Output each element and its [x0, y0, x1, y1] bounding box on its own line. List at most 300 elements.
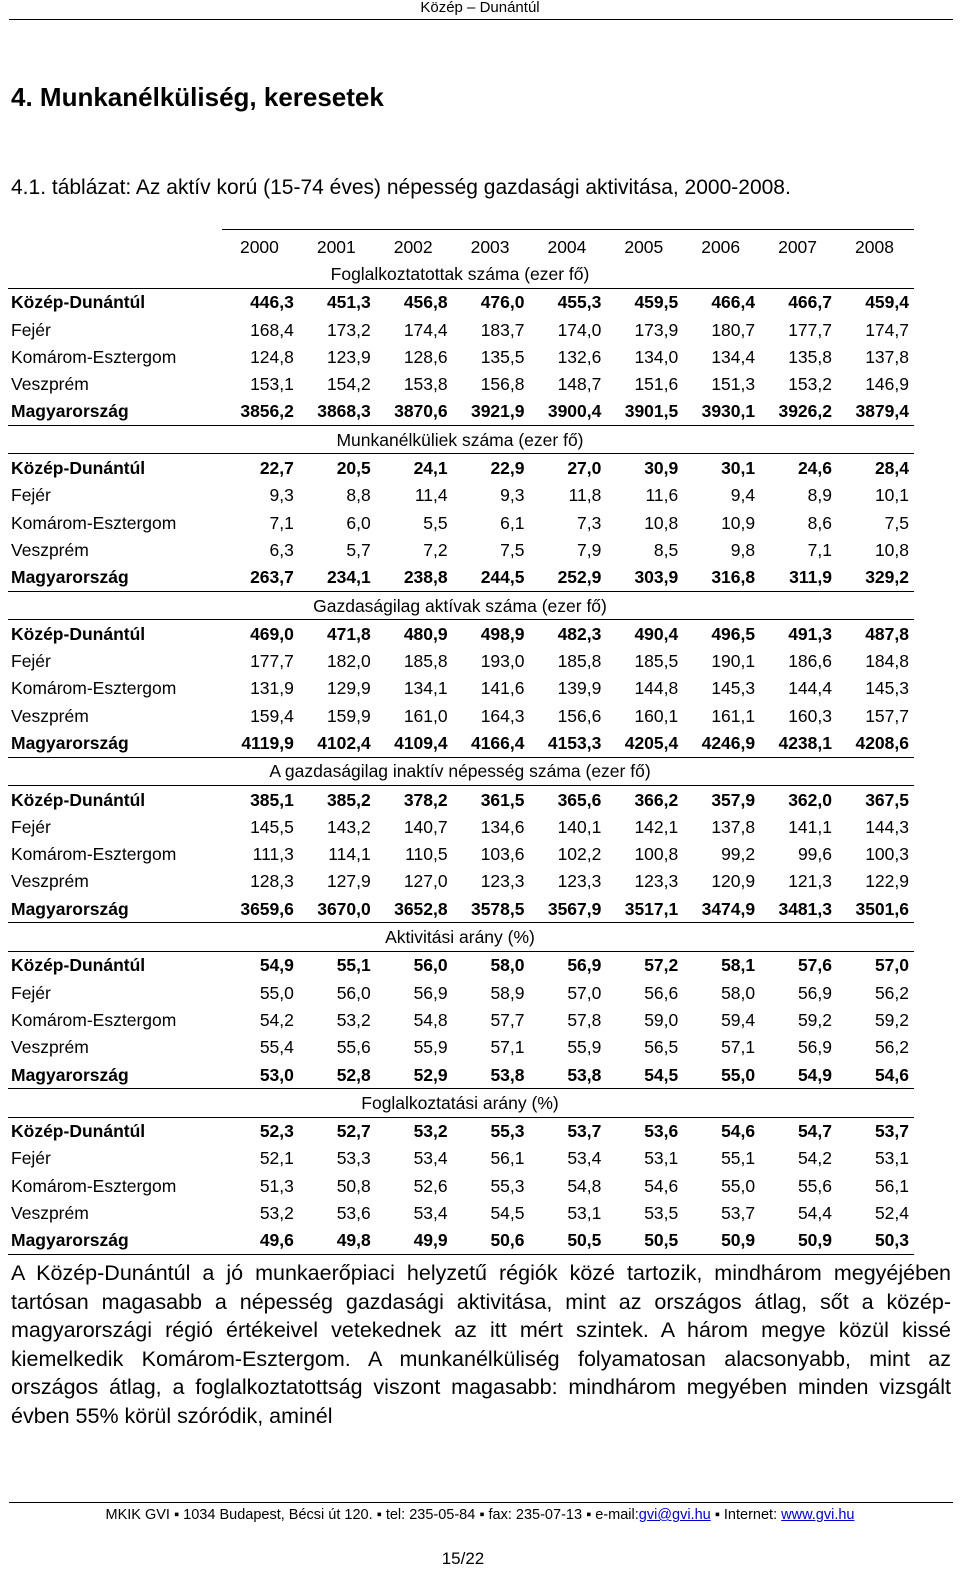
footer-email-link[interactable]: gvi@gvi.hu	[638, 1507, 711, 1523]
table-row	[8, 370, 914, 397]
table-cell: 134,0	[634, 346, 679, 367]
table-cell: 263,7	[222, 564, 299, 592]
row-label: Komárom-Esztergom	[11, 1175, 177, 1196]
table-cell: 3870,6	[376, 398, 453, 426]
table-cell: 142,1	[634, 816, 679, 837]
section-header-row	[8, 260, 914, 288]
table-cell: 57,6	[797, 955, 832, 976]
row-label: Magyarország	[8, 1061, 222, 1089]
row-label: Közép-Dunántúl	[11, 789, 146, 810]
section-title: Munkanélküliek száma (ezer fő)	[8, 426, 914, 454]
table-cell: 186,6	[788, 651, 832, 672]
table-cell: 365,6	[557, 789, 602, 810]
table-cell: 8,9	[807, 485, 832, 506]
table-cell: 8,6	[807, 512, 832, 533]
table-row	[8, 895, 914, 923]
table-cell: 4119,9	[222, 729, 299, 757]
table-cell: 102,2	[557, 844, 602, 865]
footer-internet-label: Internet:	[723, 1507, 778, 1523]
section-title: A gazdaságilag inaktív népesség száma (ezer fő)	[8, 757, 914, 785]
table-cell: 6,0	[346, 512, 371, 533]
footer-address: 1034 Budapest, Bécsi út 120.	[183, 1507, 373, 1523]
table-cell: 59,0	[644, 1009, 679, 1030]
table-cell: 52,8	[299, 1061, 376, 1089]
table-cell: 153,8	[403, 374, 448, 395]
table-cell: 9,4	[730, 485, 756, 506]
table-cell: 10,8	[644, 512, 679, 533]
table-cell: 54,6	[721, 1121, 756, 1142]
table-cell: 151,3	[711, 374, 756, 395]
footer-fax: fax: 235-07-13	[488, 1507, 583, 1523]
table-cell: 30,9	[644, 458, 679, 479]
row-label: Közép-Dunántúl	[11, 292, 146, 313]
table-cell: 4166,4	[453, 729, 530, 757]
table-cell: 55,6	[336, 1037, 371, 1058]
table-cell: 154,2	[326, 374, 371, 395]
table-cell: 174,4	[403, 319, 448, 340]
table-cell: 451,3	[326, 292, 371, 313]
table-cell: 145,5	[250, 816, 294, 837]
table-cell: 6,3	[269, 539, 294, 560]
table-cell: 52,1	[259, 1148, 294, 1169]
table-cell: 57,7	[490, 1009, 525, 1030]
activity-table-body	[8, 230, 914, 1255]
table-cell: 316,8	[683, 564, 760, 592]
table-cell: 7,5	[884, 512, 909, 533]
table-cell: 185,5	[634, 651, 679, 672]
table-cell: 59,2	[874, 1009, 909, 1030]
table-cell: 5,7	[346, 539, 371, 560]
table-cell: 22,9	[490, 458, 525, 479]
table-cell: 476,0	[480, 292, 525, 313]
table-cell: 128,3	[250, 871, 294, 892]
table-cell: 59,2	[797, 1009, 832, 1030]
table-cell: 471,8	[326, 623, 371, 644]
table-cell: 56,0	[336, 982, 371, 1003]
table-row	[8, 1227, 914, 1255]
table-cell: 54,7	[797, 1121, 832, 1142]
table-cell: 55,6	[797, 1175, 832, 1196]
table-row	[8, 841, 914, 868]
section-header-row	[8, 757, 914, 785]
table-cell: 4205,4	[606, 729, 683, 757]
table-cell: 173,9	[634, 319, 679, 340]
table-cell: 55,9	[413, 1037, 448, 1058]
table-cell: 8,5	[653, 539, 679, 560]
table-cell: 466,4	[711, 292, 756, 313]
table-cell: 50,3	[837, 1227, 914, 1255]
table-cell: 50,6	[453, 1227, 530, 1255]
table-cell: 5,5	[423, 512, 448, 533]
table-row	[8, 1034, 914, 1061]
table-cell: 157,7	[865, 705, 909, 726]
table-cell: 8,8	[346, 485, 371, 506]
year-header-cell: 2008	[837, 230, 914, 261]
table-cell: 57,1	[490, 1037, 525, 1058]
table-cell: 3901,5	[606, 398, 683, 426]
table-cell: 3474,9	[683, 895, 760, 923]
table-cell: 53,1	[567, 1203, 602, 1224]
table-cell: 140,1	[557, 816, 602, 837]
table-cell: 53,7	[874, 1121, 909, 1142]
table-cell: 54,2	[259, 1009, 294, 1030]
table-cell: 11,8	[568, 485, 602, 506]
table-cell: 498,9	[480, 623, 525, 644]
table-cell: 51,3	[259, 1175, 294, 1196]
row-label: Magyarország	[8, 729, 222, 757]
section-title: Aktivitási arány (%)	[8, 923, 914, 951]
table-row	[8, 509, 914, 536]
table-cell: 456,8	[403, 292, 448, 313]
row-label: Veszprém	[11, 1203, 89, 1224]
table-cell: 56,9	[413, 982, 448, 1003]
table-cell: 123,9	[326, 346, 371, 367]
table-cell: 54,8	[413, 1009, 448, 1030]
table-cell: 55,9	[567, 1037, 602, 1058]
table-cell: 27,0	[567, 458, 602, 479]
table-cell: 54,9	[760, 1061, 837, 1089]
year-header-cell: 2003	[453, 230, 530, 261]
table-cell: 244,5	[453, 564, 530, 592]
table-cell: 100,8	[634, 844, 679, 865]
table-cell: 56,1	[874, 1175, 909, 1196]
table-cell: 58,0	[490, 955, 525, 976]
table-cell: 123,3	[557, 871, 602, 892]
table-cell: 103,6	[480, 844, 525, 865]
table-cell: 111,3	[252, 844, 294, 865]
table-cell: 53,2	[336, 1009, 371, 1030]
table-cell: 53,8	[530, 1061, 607, 1089]
table-cell: 3868,3	[299, 398, 376, 426]
table-cell: 114,1	[328, 844, 371, 865]
table-cell: 3926,2	[760, 398, 837, 426]
row-label: Közép-Dunántúl	[11, 955, 146, 976]
table-cell: 160,1	[634, 705, 679, 726]
table-cell: 7,3	[577, 512, 602, 533]
table-row	[8, 1172, 914, 1199]
table-cell: 4246,9	[683, 729, 760, 757]
table-cell: 50,8	[336, 1175, 371, 1196]
table-cell: 50,9	[760, 1227, 837, 1255]
table-cell: 161,0	[403, 705, 448, 726]
table-cell: 52,4	[874, 1203, 909, 1224]
table-cell: 311,9	[760, 564, 837, 592]
table-cell: 378,2	[403, 789, 448, 810]
table-cell: 11,6	[645, 485, 679, 506]
table-cell: 57,1	[721, 1037, 756, 1058]
table-cell: 466,7	[788, 292, 832, 313]
body-paragraph: A Közép-Dunántúl a jó munkaerőpiaci helyzetű régiók közé tartozik, mindhárom megyéjében tartósan magasabb a népesség gazdasági aktivitása, mint az országos átlag, sőt a közép-magyarországi régió értékeivel vetekednek az itt mért szintek. A három megye közül kissé kiemelkedik Komárom-Esztergom. A munkanélküliség folyamatosan alacsonyabb, mint az országos átlag, a foglalkoztatottság viszont magasabb: mindhárom megyében minden vizsgált évben 55% körül szóródik, aminél	[11, 1261, 951, 1428]
row-label: Veszprém	[11, 705, 89, 726]
table-cell: 185,8	[557, 651, 602, 672]
table-cell: 159,9	[326, 705, 371, 726]
table-cell: 144,4	[788, 678, 832, 699]
row-label: Közép-Dunántúl	[11, 458, 146, 479]
footer-separator: ▪	[479, 1507, 485, 1523]
table-row	[8, 702, 914, 729]
table-cell: 20,5	[336, 458, 371, 479]
table-cell: 54,4	[797, 1203, 832, 1224]
table-cell: 7,5	[500, 539, 525, 560]
table-cell: 153,2	[788, 374, 832, 395]
table-cell: 54,9	[259, 955, 294, 976]
table-cell: 122,9	[865, 871, 909, 892]
table-cell: 7,9	[577, 539, 602, 560]
table-cell: 99,6	[797, 844, 832, 865]
table-cell: 53,3	[336, 1148, 371, 1169]
section-header-row	[8, 923, 914, 951]
table-cell: 145,3	[865, 678, 909, 699]
row-label: Fejér	[11, 651, 51, 672]
running-header: Közép – Dunántúl	[420, 0, 540, 16]
table-cell: 55,4	[259, 1037, 294, 1058]
table-row	[8, 647, 914, 674]
table-cell: 127,9	[326, 871, 371, 892]
row-label: Komárom-Esztergom	[11, 346, 177, 367]
table-cell: 53,6	[644, 1121, 679, 1142]
table-cell: 161,1	[711, 705, 756, 726]
table-cell: 385,1	[250, 789, 294, 810]
table-cell: 24,1	[413, 458, 448, 479]
table-cell: 459,5	[634, 292, 679, 313]
table-cell: 9,3	[269, 485, 294, 506]
table-cell: 49,6	[222, 1227, 299, 1255]
table-cell: 54,5	[490, 1203, 525, 1224]
table-cell: 127,0	[403, 871, 448, 892]
table-cell: 58,0	[721, 982, 756, 1003]
table-cell: 56,9	[797, 982, 832, 1003]
table-cell: 57,0	[567, 982, 602, 1003]
table-cell: 53,4	[413, 1203, 448, 1224]
table-cell: 132,6	[557, 346, 602, 367]
table-cell: 55,3	[490, 1121, 525, 1142]
section-header-row	[8, 426, 914, 454]
year-header-cell: 2006	[683, 230, 760, 261]
table-cell: 3900,4	[530, 398, 607, 426]
table-row	[8, 1061, 914, 1089]
table-cell: 52,9	[376, 1061, 453, 1089]
table-cell: 55,1	[336, 955, 371, 976]
table-cell: 141,6	[480, 678, 525, 699]
table-cell: 121,3	[788, 871, 832, 892]
table-cell: 24,6	[797, 458, 832, 479]
table-cell: 120,9	[711, 871, 756, 892]
table-cell: 480,9	[403, 623, 448, 644]
year-header-cell: 2001	[299, 230, 376, 261]
table-cell: 56,6	[644, 982, 679, 1003]
table-cell: 3930,1	[683, 398, 760, 426]
table-cell: 53,2	[259, 1203, 294, 1224]
footer-tel: tel: 235-05-84	[385, 1507, 476, 1523]
table-cell: 9,8	[730, 539, 756, 560]
table-cell: 234,1	[299, 564, 376, 592]
table-cell: 7,1	[807, 539, 832, 560]
table-cell: 156,6	[557, 705, 602, 726]
row-label: Magyarország	[8, 1227, 222, 1255]
table-cell: 238,8	[376, 564, 453, 592]
table-cell: 55,0	[259, 982, 294, 1003]
table-cell: 148,7	[557, 374, 602, 395]
table-cell: 491,3	[788, 623, 832, 644]
table-cell: 28,4	[874, 458, 909, 479]
table-cell: 3517,1	[606, 895, 683, 923]
table-cell: 57,0	[874, 955, 909, 976]
table-cell: 50,5	[530, 1227, 607, 1255]
table-cell: 3567,9	[530, 895, 607, 923]
section-title: Gazdaságilag aktívak száma (ezer fő)	[8, 591, 914, 619]
table-cell: 134,1	[403, 678, 448, 699]
row-label: Veszprém	[11, 374, 89, 395]
footer-divider	[9, 1502, 953, 1503]
table-cell: 53,8	[453, 1061, 530, 1089]
table-cell: 137,8	[711, 816, 756, 837]
table-cell: 156,8	[480, 374, 525, 395]
table-cell: 173,2	[326, 319, 371, 340]
table-cell: 6,1	[500, 512, 525, 533]
row-label: Veszprém	[11, 539, 89, 560]
table-cell: 131,9	[250, 678, 294, 699]
table-cell: 168,4	[250, 319, 294, 340]
row-label: Közép-Dunántúl	[11, 623, 146, 644]
table-cell: 144,8	[634, 678, 679, 699]
table-cell: 49,8	[299, 1227, 376, 1255]
table-cell: 53,1	[874, 1148, 909, 1169]
row-label: Veszprém	[11, 1037, 89, 1058]
row-label: Fejér	[11, 485, 51, 506]
table-cell: 54,2	[797, 1148, 832, 1169]
table-row	[8, 1199, 914, 1226]
row-label: Komárom-Esztergom	[11, 512, 177, 533]
table-cell: 3501,6	[837, 895, 914, 923]
footer-separator: ▪	[376, 1507, 382, 1523]
section-title: Foglalkoztatási arány (%)	[8, 1089, 914, 1117]
table-cell: 3670,0	[299, 895, 376, 923]
table-cell: 123,3	[634, 871, 679, 892]
table-cell: 59,4	[721, 1009, 756, 1030]
table-cell: 56,9	[567, 955, 602, 976]
table-cell: 128,6	[403, 346, 448, 367]
table-cell: 9,3	[500, 485, 525, 506]
table-cell: 182,0	[326, 651, 371, 672]
table-cell: 4208,6	[837, 729, 914, 757]
table-row	[8, 785, 914, 813]
table-cell: 469,0	[250, 623, 294, 644]
table-cell: 3879,4	[837, 398, 914, 426]
table-row	[8, 813, 914, 840]
table-cell: 3659,6	[222, 895, 299, 923]
table-row	[8, 675, 914, 702]
table-cell: 134,4	[711, 346, 756, 367]
table-cell: 57,2	[644, 955, 679, 976]
table-cell: 180,7	[711, 319, 756, 340]
table-cell: 4153,3	[530, 729, 607, 757]
table-cell: 446,3	[250, 292, 294, 313]
table-cell: 137,8	[865, 346, 909, 367]
table-cell: 53,2	[413, 1121, 448, 1142]
table-cell: 49,9	[376, 1227, 453, 1255]
table-cell: 329,2	[837, 564, 914, 592]
table-cell: 482,3	[557, 623, 602, 644]
table-cell: 357,9	[711, 789, 756, 810]
table-cell: 50,5	[606, 1227, 683, 1255]
chapter-title: 4. Munkanélküliség, keresetek	[11, 82, 384, 112]
row-label: Komárom-Esztergom	[11, 844, 177, 865]
table-cell: 57,8	[567, 1009, 602, 1030]
table-row	[8, 536, 914, 563]
table-cell: 385,2	[326, 789, 371, 810]
table-cell: 30,1	[721, 458, 756, 479]
table-cell: 54,6	[644, 1175, 679, 1196]
year-header-blank	[8, 230, 222, 261]
table-cell: 50,9	[683, 1227, 760, 1255]
page-number: 15/22	[441, 1549, 485, 1568]
table-cell: 153,1	[250, 374, 294, 395]
table-cell: 123,3	[480, 871, 525, 892]
table-cell: 490,4	[634, 623, 679, 644]
table-cell: 56,5	[644, 1037, 679, 1058]
footer-separator: ▪	[714, 1507, 720, 1523]
row-label: Közép-Dunántúl	[11, 1121, 146, 1142]
footer-website-link[interactable]: www.gvi.hu	[781, 1507, 855, 1523]
table-cell: 11,4	[414, 485, 448, 506]
table-cell: 22,7	[259, 458, 294, 479]
table-cell: 53,4	[567, 1148, 602, 1169]
table-row	[8, 1117, 914, 1145]
footer-separator: ▪	[174, 1507, 180, 1523]
table-cell: 159,4	[250, 705, 294, 726]
section-header-row	[8, 1089, 914, 1117]
year-header-cell: 2007	[760, 230, 837, 261]
header-divider	[9, 19, 953, 20]
table-cell: 52,3	[259, 1121, 294, 1142]
table-cell: 151,6	[634, 374, 679, 395]
table-cell: 190,1	[711, 651, 756, 672]
table-cell: 361,5	[480, 789, 525, 810]
table-cell: 55,0	[721, 1175, 756, 1196]
table-cell: 134,6	[480, 816, 525, 837]
table-cell: 3578,5	[453, 895, 530, 923]
table-cell: 185,8	[403, 651, 448, 672]
table-cell: 56,2	[874, 982, 909, 1003]
table-cell: 54,8	[567, 1175, 602, 1196]
activity-table	[8, 229, 914, 1255]
row-label: Fejér	[11, 816, 51, 837]
table-row	[8, 979, 914, 1006]
table-cell: 3921,9	[453, 398, 530, 426]
table-cell: 303,9	[606, 564, 683, 592]
table-cell: 129,9	[326, 678, 371, 699]
table-row	[8, 729, 914, 757]
table-row	[8, 1006, 914, 1033]
table-cell: 53,6	[336, 1203, 371, 1224]
table-cell: 252,9	[530, 564, 607, 592]
table-cell: 3652,8	[376, 895, 453, 923]
table-cell: 459,4	[865, 292, 909, 313]
table-cell: 54,6	[837, 1061, 914, 1089]
table-cell: 58,1	[721, 955, 756, 976]
table-cell: 496,5	[711, 623, 756, 644]
year-header-cell: 2002	[376, 230, 453, 261]
table-cell: 135,5	[480, 346, 525, 367]
table-cell: 455,3	[557, 292, 602, 313]
table-cell: 177,7	[788, 319, 832, 340]
row-label: Fejér	[11, 319, 51, 340]
table-cell: 52,7	[336, 1121, 371, 1142]
table-cell: 140,7	[403, 816, 448, 837]
table-cell: 139,9	[557, 678, 602, 699]
table-cell: 52,6	[413, 1175, 448, 1196]
table-cell: 58,9	[490, 982, 525, 1003]
